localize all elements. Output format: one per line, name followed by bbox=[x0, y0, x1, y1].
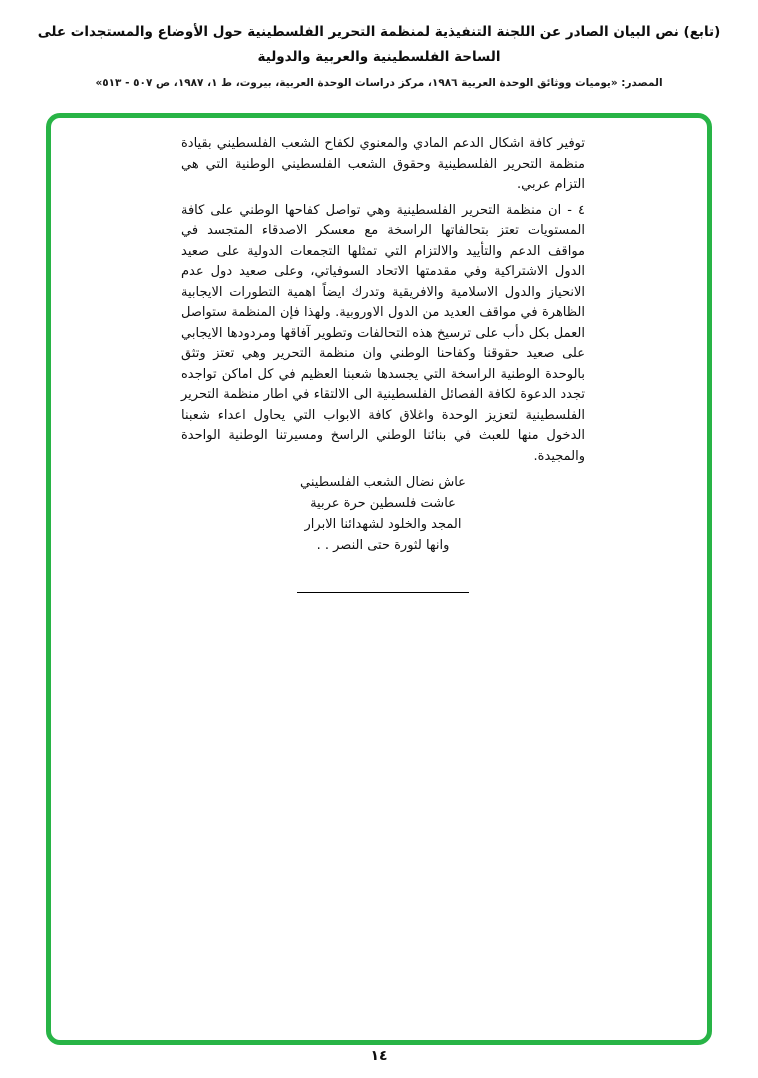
document-header bbox=[28, 20, 730, 89]
closing-divider bbox=[297, 592, 469, 593]
closing-line: وانها لثورة حتى النصر . . bbox=[316, 538, 450, 553]
body-paragraph: توفير كافة اشكال الدعم المادي والمعنوي لكفاح الشعب الفلسطيني بقيادة منظمة التحرير الفلسطينية وحقوق الشعب الفلسطيني الوطنية التي هي التزام عربي. bbox=[181, 136, 585, 192]
content-frame bbox=[46, 113, 712, 1045]
closing-line: المجد والخلود لشهدائنا الابرار bbox=[304, 517, 462, 532]
body-text-column bbox=[181, 134, 585, 593]
closing-line: عاشت فلسطين حرة عربية bbox=[310, 496, 456, 511]
body-paragraph: ٤ - ان منظمة التحرير الفلسطينية وهي تواصل كفاحها الوطني على كافة المستويات تعتز بتحالفاتها الراسخة مع معسكر الاصدقاء المتجسد في مواقف الدعم والتأييد والالتزام التي تمثلها التجمعات الدولية على صعيد الدول الاشتراكية وفي مقدمتها الاتحاد السوفياتي، وعلى صعيد دول عدم الانحياز والدول الاسلامية والافريقية وتدرك ايضاً اهمية التطورات الايجابية الظاهرة في مواقف العديد من الدول الاوروبية. ولهذا فإن المنظمة ستواصل العمل بكل دأب على ترسيخ هذه التحالفات وتطوير آفاقها ومردودها الايجابي على صعيد حقوقنا وكفاحنا الوطني وان منظمة التحرير وهي تعتز وتثق بالوحدة الوطنية الراسخة التي يجسدها شعبنا العظيم في كل اماكن تواجده تجدد الدعوة لكافة الفصائل الفلسطينية الى الالتقاء في اطار منظمة التحرير الفلسطينية لتعزيز الوحدة واغلاق كافة الابواب التي يحاول اعداء شعبنا الدخول منها للعبث في بنائنا الوطني الراسخ ومسيرتنا الوطنية الواحدة والمجيدة. bbox=[181, 202, 585, 464]
closing-block bbox=[181, 472, 585, 556]
source-line: المصدر: «يوميات ووثائق الوحدة العربية ١٩٨٦، مركز دراسات الوحدة العربية، بيروت، ط ١، ١٩٨٧، ص ٥٠٧ - ٥١٣» bbox=[95, 76, 663, 89]
document-title: (تابع) نص البيان الصادر عن اللجنة التنفيذية لمنظمة التحرير الفلسطينية حول الأوضاع والمستجدات على الساحة الفلسطينية والعربية والدولية bbox=[37, 24, 721, 65]
page-number: ١٤ bbox=[370, 1048, 388, 1064]
closing-line: عاش نضال الشعب الفلسطيني bbox=[300, 475, 466, 490]
